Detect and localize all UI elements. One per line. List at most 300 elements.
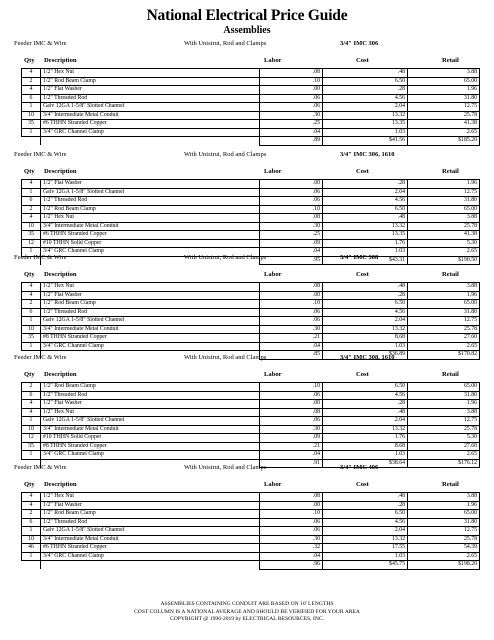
labor-cell: .10: [260, 77, 323, 86]
column-headers: [14, 168, 480, 179]
section-header: [14, 354, 480, 365]
qty-cell: 1: [22, 417, 41, 426]
section-header: [14, 151, 480, 162]
qty-cell: 35: [22, 120, 41, 129]
labor-cell: .10: [260, 510, 323, 519]
description-cell: 1/2" Rod Beam Clamp: [41, 510, 260, 519]
table-row: [22, 86, 480, 95]
cost-cell: 1.03: [323, 342, 408, 351]
total-cost-cell: $38.64: [323, 459, 408, 468]
labor-cell: .25: [260, 231, 323, 240]
labor-cell: .09: [260, 239, 323, 248]
total-labor-cell: .95: [260, 256, 323, 265]
items-table: [21, 282, 480, 360]
items-table: [21, 179, 480, 265]
cost-cell: 4.56: [323, 197, 408, 206]
description-cell: #8 THHN Stranded Copper: [41, 442, 260, 451]
labor-cell: .08: [260, 408, 323, 417]
retail-cell: 54.39: [408, 544, 480, 553]
cost-cell: .48: [323, 69, 408, 78]
retail-cell: 12.75: [408, 417, 480, 426]
labor-cell: .09: [260, 434, 323, 443]
column-header-qty: Qty: [24, 271, 35, 278]
column-header-qty: Qty: [24, 57, 35, 64]
cost-cell: .48: [323, 408, 408, 417]
labor-cell: .21: [260, 334, 323, 343]
column-header-cost: Cost: [356, 168, 369, 175]
retail-cell: 12.75: [408, 188, 480, 197]
retail-cell: 31.80: [408, 308, 480, 317]
description-cell: Galv 12GA 1-5/8" Slotted Channel: [41, 188, 260, 197]
table-row: [22, 300, 480, 309]
description-cell: #6 THHN Stranded Copper: [41, 231, 260, 240]
cost-cell: .28: [323, 291, 408, 300]
cost-cell: .48: [323, 214, 408, 223]
section-category: Feeder IMC & Wire: [14, 40, 67, 47]
qty-cell: 6: [22, 518, 41, 527]
footer-line: ASSEMBLIES CONTAINING CONDUIT ARE BASED ON 10' LENGTHS: [160, 601, 334, 607]
description-cell: 3/4" GRC Channel Clamp: [41, 342, 260, 351]
cost-cell: .48: [323, 283, 408, 292]
table-row: [22, 400, 480, 409]
description-cell: 3/4" GRC Channel Clamp: [41, 248, 260, 257]
description-cell: #10 THHN Solid Copper: [41, 239, 260, 248]
column-header-retail: Retail: [442, 57, 459, 64]
retail-cell: 1.96: [408, 501, 480, 510]
qty-cell: 1: [22, 342, 41, 351]
qty-cell: 4: [22, 214, 41, 223]
description-cell: 1/2" Threaded Rod: [41, 94, 260, 103]
retail-cell: 31.80: [408, 391, 480, 400]
qty-cell: 35: [22, 442, 41, 451]
column-header-labor: Labor: [264, 57, 282, 64]
retail-cell: 31.80: [408, 518, 480, 527]
section-support: With Unistrut, Rod and Clamps: [184, 354, 267, 361]
total-labor-cell: .85: [260, 351, 323, 360]
labor-cell: .30: [260, 111, 323, 120]
section-support: With Unistrut, Rod and Clamps: [184, 464, 267, 471]
description-cell: 1/2" Threaded Rod: [41, 518, 260, 527]
cost-cell: .28: [323, 180, 408, 189]
column-header-qty: Qty: [24, 371, 35, 378]
cost-cell: 13.35: [323, 231, 408, 240]
cost-cell: 2.04: [323, 188, 408, 197]
labor-cell: .25: [260, 120, 323, 129]
description-cell: Galv 12GA 1-5/8" Slotted Channel: [41, 527, 260, 536]
section-header: [14, 464, 480, 475]
column-header-retail: Retail: [442, 481, 459, 488]
description-cell: 1/2" Hex Nut: [41, 214, 260, 223]
labor-cell: .08: [260, 283, 323, 292]
table-row: [22, 231, 480, 240]
table-row: [22, 442, 480, 451]
table-row: [22, 103, 480, 112]
qty-cell: 4: [22, 501, 41, 510]
table-row: [22, 283, 480, 292]
table-row: [22, 188, 480, 197]
description-cell: #6 THHN Stranded Copper: [41, 544, 260, 553]
description-cell: 1/2" Threaded Rod: [41, 308, 260, 317]
table-row: [22, 425, 480, 434]
column-header-cost: Cost: [356, 271, 369, 278]
description-cell: 3/4" Intermediate Metal Conduit: [41, 425, 260, 434]
labor-cell: .10: [260, 205, 323, 214]
qty-cell: 6: [22, 197, 41, 206]
column-headers: [14, 371, 480, 382]
cost-cell: 1.03: [323, 128, 408, 137]
table-row: [22, 451, 480, 460]
retail-cell: 3.88: [408, 69, 480, 78]
assembly-section: [14, 464, 480, 570]
blank-cell: [41, 561, 260, 570]
retail-cell: 27.60: [408, 442, 480, 451]
qty-cell: 46: [22, 544, 41, 553]
description-cell: 1/2" Threaded Rod: [41, 391, 260, 400]
labor-cell: .06: [260, 317, 323, 326]
qty-cell: 4: [22, 283, 41, 292]
qty-cell: 6: [22, 308, 41, 317]
description-cell: 1/2" Hex Nut: [41, 493, 260, 502]
qty-cell: 2: [22, 300, 41, 309]
description-cell: 1/2" Rod Beam Clamp: [41, 383, 260, 392]
section-category: Feeder IMC & Wire: [14, 254, 67, 261]
total-retail-cell: $170.82: [408, 351, 480, 360]
description-cell: 3/4" Intermediate Metal Conduit: [41, 535, 260, 544]
labor-cell: .08: [260, 493, 323, 502]
qty-cell: 10: [22, 111, 41, 120]
cost-cell: 2.04: [323, 527, 408, 536]
column-header-labor: Labor: [264, 271, 282, 278]
table-row: [22, 334, 480, 343]
table-row: [22, 325, 480, 334]
page-title: National Electrical Price Guide: [146, 7, 348, 24]
table-row: [22, 197, 480, 206]
retail-cell: 1.96: [408, 291, 480, 300]
table-row: [22, 518, 480, 527]
table-row: [22, 391, 480, 400]
labor-cell: .06: [260, 527, 323, 536]
column-header-cost: Cost: [356, 371, 369, 378]
description-cell: #8 THHN Stranded Copper: [41, 334, 260, 343]
page-footer: [0, 601, 494, 624]
description-cell: 3/4" Intermediate Metal Conduit: [41, 222, 260, 231]
column-header-cost: Cost: [356, 57, 369, 64]
retail-cell: 3.88: [408, 283, 480, 292]
total-cost-cell: $45.75: [323, 561, 408, 570]
retail-cell: 31.80: [408, 94, 480, 103]
retail-cell: 25.78: [408, 535, 480, 544]
labor-cell: .06: [260, 103, 323, 112]
qty-cell: 12: [22, 434, 41, 443]
cost-cell: 2.04: [323, 317, 408, 326]
retail-cell: 65.00: [408, 510, 480, 519]
column-header-retail: Retail: [442, 271, 459, 278]
labor-cell: .04: [260, 128, 323, 137]
column-header-labor: Labor: [264, 168, 282, 175]
qty-cell: 10: [22, 325, 41, 334]
cost-cell: 2.04: [323, 103, 408, 112]
qty-cell: 4: [22, 400, 41, 409]
section-category: Feeder IMC & Wire: [14, 151, 67, 158]
cost-cell: 8.68: [323, 442, 408, 451]
cost-cell: 13.32: [323, 535, 408, 544]
section-support: With Unistrut, Rod and Clamps: [184, 254, 267, 261]
retail-cell: 3.88: [408, 408, 480, 417]
qty-cell: 35: [22, 231, 41, 240]
column-header-qty: Qty: [24, 168, 35, 175]
retail-cell: 1.96: [408, 400, 480, 409]
retail-cell: 65.00: [408, 77, 480, 86]
total-retail-cell: $198.20: [408, 561, 480, 570]
description-cell: Galv 12GA 1-5/8" Slotted Channel: [41, 417, 260, 426]
section-code: 3/4" IMC 308, 1610: [340, 354, 395, 361]
qty-cell: 6: [22, 391, 41, 400]
column-header-cost: Cost: [356, 481, 369, 488]
cost-cell: 4.56: [323, 94, 408, 103]
retail-cell: 5.30: [408, 434, 480, 443]
section-category: Feeder IMC & Wire: [14, 354, 67, 361]
cost-cell: 2.04: [323, 417, 408, 426]
table-row: [22, 239, 480, 248]
labor-cell: .00: [260, 501, 323, 510]
column-header-labor: Labor: [264, 481, 282, 488]
retail-cell: 3.88: [408, 493, 480, 502]
total-retail-cell: $190.50: [408, 256, 480, 265]
retail-cell: 1.96: [408, 86, 480, 95]
qty-cell: 1: [22, 248, 41, 257]
qty-cell: 2: [22, 510, 41, 519]
retail-cell: 31.80: [408, 197, 480, 206]
qty-cell: 2: [22, 383, 41, 392]
description-cell: Galv 12GA 1-5/8" Slotted Channel: [41, 317, 260, 326]
table-row: [22, 544, 480, 553]
qty-cell: 1: [22, 527, 41, 536]
total-labor-cell: .91: [260, 459, 323, 468]
items-table: [21, 492, 480, 570]
retail-cell: 41.38: [408, 231, 480, 240]
cost-cell: 8.68: [323, 334, 408, 343]
cost-cell: 6.50: [323, 77, 408, 86]
retail-cell: 3.88: [408, 214, 480, 223]
total-labor-cell: .96: [260, 561, 323, 570]
cost-cell: 13.32: [323, 425, 408, 434]
table-row: [22, 408, 480, 417]
footer-line: COPYRIGHT @ 1996-2019 by ELECTRICAL RESOURCES, INC.: [169, 616, 324, 622]
description-cell: 1/2" Rod Beam Clamp: [41, 205, 260, 214]
section-header: [14, 254, 480, 265]
table-row: [22, 291, 480, 300]
qty-cell: 10: [22, 535, 41, 544]
description-cell: 1/2" Threaded Rod: [41, 197, 260, 206]
cost-cell: 13.35: [323, 120, 408, 129]
total-retail-cell: $185.20: [408, 137, 480, 146]
total-cost-cell: $36.89: [323, 351, 408, 360]
cost-cell: 1.03: [323, 248, 408, 257]
labor-cell: .30: [260, 535, 323, 544]
table-row: [22, 214, 480, 223]
qty-cell: 1: [22, 451, 41, 460]
qty-cell: 12: [22, 239, 41, 248]
qty-cell: 4: [22, 69, 41, 78]
total-row: [22, 561, 480, 570]
cost-cell: 1.76: [323, 239, 408, 248]
column-header-description: Description: [44, 271, 77, 278]
cost-cell: 4.56: [323, 391, 408, 400]
table-row: [22, 417, 480, 426]
cost-cell: 4.56: [323, 518, 408, 527]
section-code: 3/4" IMC 406: [340, 464, 379, 471]
page-subtitle: Assemblies: [223, 25, 271, 36]
labor-cell: .00: [260, 291, 323, 300]
labor-cell: .21: [260, 442, 323, 451]
table-row: [22, 180, 480, 189]
table-row: [22, 493, 480, 502]
retail-cell: 12.75: [408, 317, 480, 326]
qty-cell: 1: [22, 317, 41, 326]
qty-cell: 10: [22, 425, 41, 434]
labor-cell: .00: [260, 86, 323, 95]
qty-cell: 1: [22, 103, 41, 112]
retail-cell: 2.65: [408, 342, 480, 351]
labor-cell: .04: [260, 342, 323, 351]
table-row: [22, 308, 480, 317]
table-row: [22, 69, 480, 78]
table-row: [22, 77, 480, 86]
retail-cell: 41.38: [408, 120, 480, 129]
retail-cell: 2.65: [408, 128, 480, 137]
cost-cell: 13.32: [323, 325, 408, 334]
description-cell: Galv 12GA 1-5/8" Slotted Channel: [41, 103, 260, 112]
retail-cell: 65.00: [408, 383, 480, 392]
total-cost-cell: $41.56: [323, 137, 408, 146]
qty-cell: 10: [22, 222, 41, 231]
description-cell: 3/4" GRC Channel Clamp: [41, 552, 260, 561]
section-code: 3/4" IMC 306, 1610: [340, 151, 395, 158]
cost-cell: 1.03: [323, 451, 408, 460]
assembly-section: [14, 354, 480, 468]
column-header-description: Description: [44, 57, 77, 64]
qty-cell: 1: [22, 188, 41, 197]
description-cell: 1/2" Hex Nut: [41, 69, 260, 78]
description-cell: #6 THHN Stranded Copper: [41, 120, 260, 129]
qty-cell: 1: [22, 128, 41, 137]
table-row: [22, 94, 480, 103]
table-row: [22, 527, 480, 536]
retail-cell: 1.96: [408, 180, 480, 189]
table-row: [22, 501, 480, 510]
column-header-description: Description: [44, 168, 77, 175]
column-header-description: Description: [44, 371, 77, 378]
section-support: With Unistrut, Rod and Clamps: [184, 40, 267, 47]
column-header-retail: Retail: [442, 168, 459, 175]
table-row: [22, 317, 480, 326]
qty-cell: 6: [22, 94, 41, 103]
labor-cell: .06: [260, 94, 323, 103]
cost-cell: .28: [323, 400, 408, 409]
retail-cell: 5.30: [408, 239, 480, 248]
blank-cell: [22, 137, 41, 146]
retail-cell: 65.00: [408, 205, 480, 214]
qty-cell: 4: [22, 408, 41, 417]
retail-cell: 12.75: [408, 103, 480, 112]
labor-cell: .04: [260, 552, 323, 561]
labor-cell: .30: [260, 222, 323, 231]
total-cost-cell: $43.31: [323, 256, 408, 265]
assembly-section: [14, 40, 480, 146]
table-row: [22, 111, 480, 120]
labor-cell: .06: [260, 391, 323, 400]
table-row: [22, 552, 480, 561]
qty-cell: 4: [22, 180, 41, 189]
description-cell: 1/2" Rod Beam Clamp: [41, 300, 260, 309]
assembly-section: [14, 151, 480, 265]
description-cell: 1/2" Flat Washer: [41, 291, 260, 300]
column-header-labor: Labor: [264, 371, 282, 378]
description-cell: 1/2" Flat Washer: [41, 86, 260, 95]
cost-cell: 6.50: [323, 205, 408, 214]
footer-line: COST COLUMN IS A NATIONAL AVERAGE AND SHOULD BE VERIFIED FOR YOUR AREA: [134, 608, 360, 615]
retail-cell: 2.65: [408, 451, 480, 460]
labor-cell: .04: [260, 248, 323, 257]
retail-cell: 12.75: [408, 527, 480, 536]
section-support: With Unistrut, Rod and Clamps: [184, 151, 267, 158]
description-cell: 1/2" Flat Washer: [41, 180, 260, 189]
column-headers: [14, 481, 480, 492]
labor-cell: .04: [260, 451, 323, 460]
labor-cell: .06: [260, 188, 323, 197]
description-cell: 1/2" Hex Nut: [41, 283, 260, 292]
items-table: [21, 68, 480, 146]
retail-cell: 27.60: [408, 334, 480, 343]
section-header: [14, 40, 480, 51]
labor-cell: .06: [260, 308, 323, 317]
labor-cell: .10: [260, 300, 323, 309]
table-row: [22, 342, 480, 351]
labor-cell: .10: [260, 383, 323, 392]
assembly-section: [14, 254, 480, 360]
labor-cell: .06: [260, 417, 323, 426]
cost-cell: .28: [323, 501, 408, 510]
labor-cell: .00: [260, 400, 323, 409]
blank-cell: [22, 561, 41, 570]
labor-cell: .08: [260, 69, 323, 78]
total-row: [22, 137, 480, 146]
description-cell: 1/2" Hex Nut: [41, 408, 260, 417]
items-table: [21, 382, 480, 468]
table-row: [22, 535, 480, 544]
retail-cell: 65.00: [408, 300, 480, 309]
cost-cell: .48: [323, 493, 408, 502]
description-cell: 3/4" Intermediate Metal Conduit: [41, 325, 260, 334]
column-headers: [14, 57, 480, 68]
labor-cell: .30: [260, 325, 323, 334]
column-header-description: Description: [44, 481, 77, 488]
table-row: [22, 510, 480, 519]
total-retail-cell: $176.12: [408, 459, 480, 468]
cost-cell: 17.55: [323, 544, 408, 553]
description-cell: 1/2" Flat Washer: [41, 501, 260, 510]
labor-cell: .30: [260, 425, 323, 434]
section-code: 3/4" IMC 306: [340, 40, 379, 47]
column-headers: [14, 271, 480, 282]
cost-cell: 1.76: [323, 434, 408, 443]
total-labor-cell: .89: [260, 137, 323, 146]
retail-cell: 25.78: [408, 425, 480, 434]
qty-cell: 4: [22, 86, 41, 95]
section-category: Feeder IMC & Wire: [14, 464, 67, 471]
labor-cell: .32: [260, 544, 323, 553]
table-row: [22, 383, 480, 392]
